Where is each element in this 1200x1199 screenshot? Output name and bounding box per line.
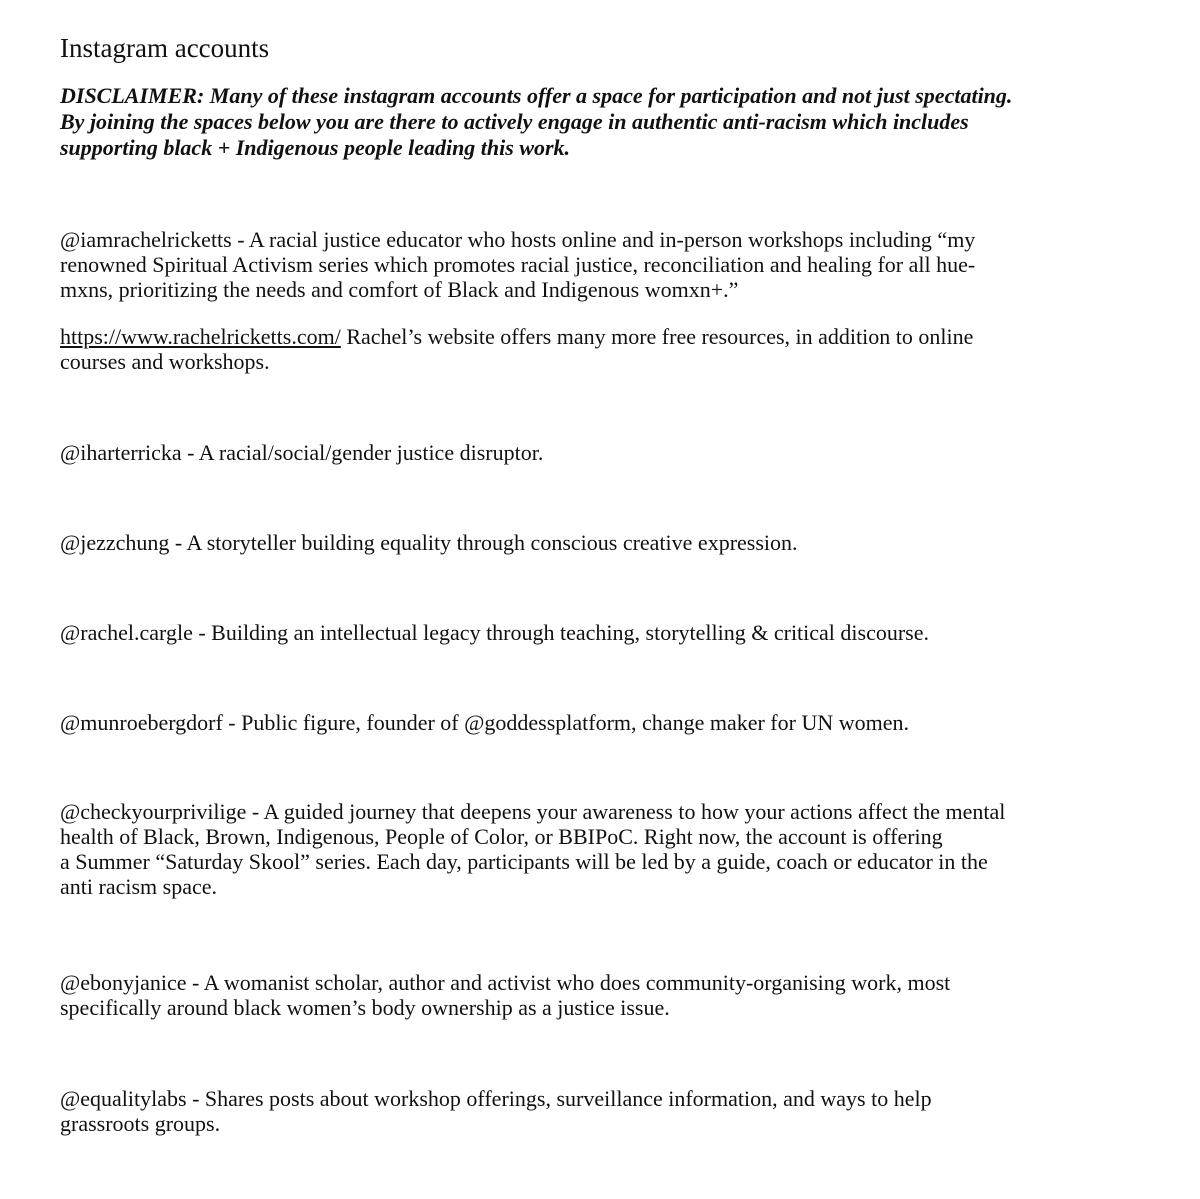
disclaimer-line: DISCLAIMER: Many of these instagram accounts offer a space for participation and not just spectating.	[60, 83, 1013, 108]
entry-line	[60, 324, 1160, 349]
account-entry-rachel-cargle	[60, 620, 1160, 645]
entry-line: a Summer “Saturday Skool” series. Each day, participants will be led by a guide, coach or educator in the	[60, 849, 988, 874]
entry-line: @iamrachelricketts - A racial justice educator who hosts online and in-person workshops including “my	[60, 227, 976, 252]
entry-line: @jezzchung - A storyteller building equality through conscious creative expression.	[60, 530, 798, 555]
entry-line: courses and workshops.	[60, 349, 270, 374]
entry-line: @ebonyjanice - A womanist scholar, author and activist who does community-organising work, most	[60, 970, 951, 995]
account-entry-checkyourprivilige	[60, 799, 1160, 899]
website-description: Rachel’s website offers many more free resources, in addition to online	[340, 324, 974, 349]
entry-line: @munroebergdorf - Public figure, founder of @goddessplatform, change maker for UN women.	[60, 710, 909, 735]
account-entry-equalitylabs	[60, 1086, 1160, 1136]
disclaimer-line: By joining the spaces below you are there to actively engage in authentic anti-racism which includes	[60, 109, 969, 134]
disclaimer	[60, 83, 1160, 161]
account-entry-ebonyjanice	[60, 970, 1160, 1020]
entry-line: anti racism space.	[60, 874, 217, 899]
entry-line: grassroots groups.	[60, 1111, 221, 1136]
disclaimer-line: supporting black + Indigenous people leading this work.	[60, 135, 571, 160]
entry-line: @rachel.cargle - Building an intellectual legacy through teaching, storytelling & critical discourse.	[60, 620, 930, 645]
website-entry	[60, 324, 1160, 374]
account-entry-munroebergdorf	[60, 710, 1160, 735]
entry-line: health of Black, Brown, Indigenous, People of Color, or BBIPoC. Right now, the account is offering	[60, 824, 943, 849]
account-entry-iamrachelricketts	[60, 227, 1160, 302]
entry-line: @equalitylabs - Shares posts about workshop offerings, surveillance information, and ways to help	[60, 1086, 932, 1111]
entry-line: specifically around black women’s body ownership as a justice issue.	[60, 995, 670, 1020]
website-link[interactable]: https://www.rachelricketts.com/	[60, 324, 341, 349]
page-title: Instagram accounts	[60, 33, 270, 63]
entry-line: mxns, prioritizing the needs and comfort of Black and Indigenous womxn+.”	[60, 277, 739, 302]
account-entry-jezzchung	[60, 530, 1160, 555]
account-entry-iharterricka	[60, 440, 1160, 465]
entry-line: renowned Spiritual Activism series which promotes racial justice, reconciliation and healing for all hue-	[60, 252, 976, 277]
entry-line: @checkyourprivilige - A guided journey that deepens your awareness to how your actions affect the mental	[60, 799, 1006, 824]
entry-line: @iharterricka - A racial/social/gender justice disruptor.	[60, 440, 544, 465]
